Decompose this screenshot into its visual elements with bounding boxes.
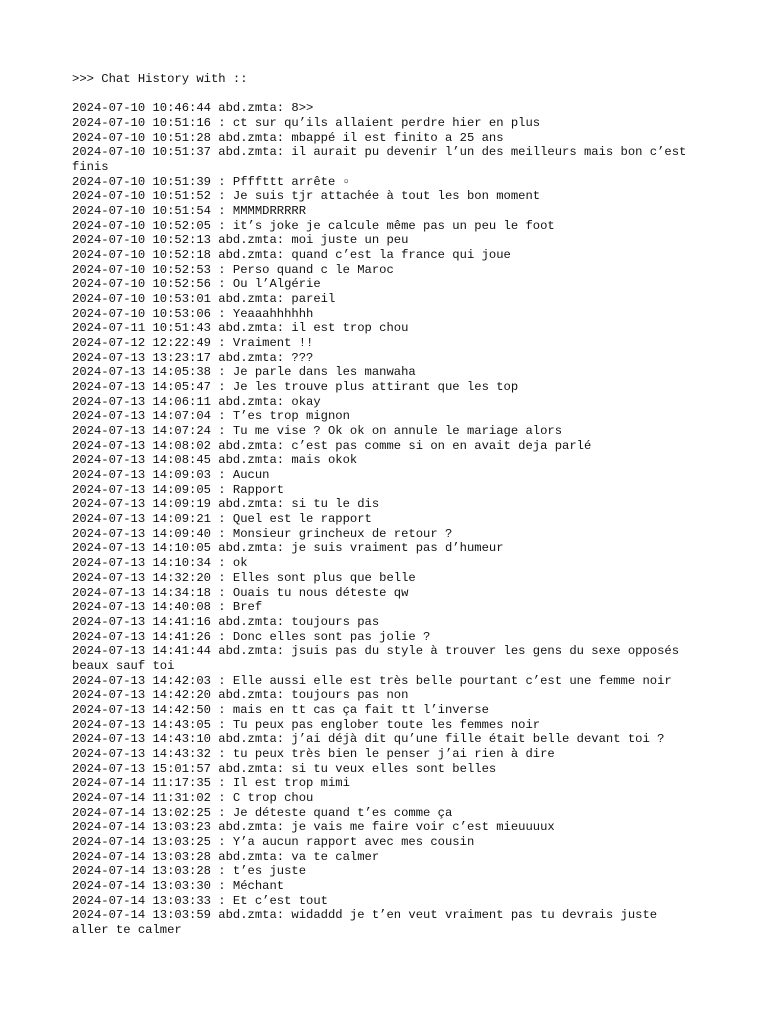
message-line: 2024-07-14 11:31:02 : C trop chou [72, 790, 314, 805]
message-line: 2024-07-13 15:01:57 abd.zmta: si tu veux elles sont belles [72, 761, 497, 776]
message-line: 2024-07-13 14:10:34 : ok [72, 556, 248, 571]
message-line: 2024-07-10 10:52:56 : Ou l’Algérie [72, 277, 321, 292]
message-line: 2024-07-14 13:03:28 abd.zmta: va te calmer [72, 849, 380, 864]
message-line: 2024-07-13 14:43:10 abd.zmta: j’ai déjà dit qu’une fille était belle devant toi ? [72, 732, 665, 747]
message-line: 2024-07-10 10:51:16 : ct sur qu’ils allaient perdre hier en plus [72, 116, 541, 130]
message-line: 2024-07-14 13:03:33 : Et c’est tout [72, 893, 328, 908]
message-line: 2024-07-13 14:41:44 abd.zmta: jsuis pas du style à trouver les gens du sexe opposés beaux sauf toi [72, 644, 687, 673]
message-line: 2024-07-13 14:09:05 : Rapport [72, 482, 285, 497]
chat-history-title: >>> Chat History with :: [72, 72, 248, 86]
message-line: 2024-07-13 14:41:16 abd.zmta: toujours pas [72, 614, 380, 629]
message-line: 2024-07-10 10:52:18 abd.zmta: quand c’est la france qui joue [72, 248, 511, 263]
message-line: 2024-07-13 14:10:05 abd.zmta: je suis vraiment pas d’humeur [72, 541, 504, 556]
message-line: 2024-07-10 10:53:01 abd.zmta: pareil [72, 292, 336, 307]
message-line: 2024-07-13 14:42:50 : mais en tt cas ça fait tt l’inverse [72, 702, 489, 717]
chat-history-document [72, 72, 698, 938]
message-line: 2024-07-10 10:51:39 : Pfffttt arrête ▫ [72, 174, 350, 189]
message-line: 2024-07-13 14:09:03 : Aucun [72, 468, 270, 483]
message-line: 2024-07-13 14:07:04 : T’es trop mignon [72, 409, 350, 424]
message-line: 2024-07-13 14:43:05 : Tu peux pas englober toute les femmes noir [72, 717, 541, 732]
message-line: 2024-07-10 10:53:06 : Yeaaahhhhhh [72, 306, 314, 321]
message-line: 2024-07-10 10:51:52 : Je suis tjr attachée à tout les bon moment [72, 189, 541, 204]
message-line: 2024-07-13 14:08:45 abd.zmta: mais okok [72, 453, 358, 468]
message-line: 2024-07-14 13:03:25 : Y’a aucun rapport avec mes cousin [72, 834, 475, 849]
message-line: 2024-07-10 10:46:44 abd.zmta: 8>> [72, 101, 314, 116]
message-line: 2024-07-13 13:23:17 abd.zmta: ??? [72, 350, 314, 365]
message-line: 2024-07-13 14:41:26 : Donc elles sont pas jolie ? [72, 629, 431, 644]
message-line: 2024-07-14 11:17:35 : Il est trop mimi [72, 776, 350, 791]
message-line: 2024-07-12 12:22:49 : Vraiment !! [72, 336, 314, 351]
message-line: 2024-07-13 14:42:03 : Elle aussi elle est très belle pourtant c’est une femme noir [72, 673, 672, 688]
message-line: 2024-07-10 10:52:13 abd.zmta: moi juste un peu [72, 233, 409, 248]
message-line: 2024-07-13 14:40:08 : Bref [72, 600, 263, 615]
message-line: 2024-07-13 14:32:20 : Elles sont plus que belle [72, 570, 416, 585]
message-line: 2024-07-13 14:09:19 abd.zmta: si tu le dis [72, 497, 380, 512]
message-line: 2024-07-13 14:42:20 abd.zmta: toujours pas non [72, 688, 409, 703]
message-line: 2024-07-13 14:43:32 : tu peux très bien le penser j’ai rien à dire [72, 746, 555, 761]
message-line: 2024-07-10 10:51:37 abd.zmta: il aurait pu devenir l’un des meilleurs mais bon c’est finis [72, 145, 694, 175]
message-line: 2024-07-10 10:52:53 : Perso quand c le Maroc [72, 262, 394, 277]
message-line: 2024-07-13 14:08:02 abd.zmta: c’est pas comme si on en avait deja parlé [72, 438, 592, 453]
message-line: 2024-07-13 14:09:40 : Monsieur grincheux de retour ? [72, 526, 453, 541]
message-line: 2024-07-10 10:51:28 abd.zmta: mbappé il est finito a 25 ans [72, 130, 504, 145]
message-list [72, 101, 698, 937]
message-line: 2024-07-14 13:03:59 abd.zmta: widaddd je t’en veut vraiment pas tu devrais juste aller te calmer [72, 908, 665, 937]
message-line: 2024-07-13 14:05:47 : Je les trouve plus attirant que les top [72, 380, 519, 395]
message-line: 2024-07-10 10:51:54 : MMMMDRRRRR [72, 204, 307, 219]
message-line: 2024-07-14 13:03:30 : Méchant [72, 878, 285, 893]
message-line: 2024-07-13 14:07:24 : Tu me vise ? Ok ok on annule le mariage alors [72, 424, 563, 439]
message-line: 2024-07-13 14:05:38 : Je parle dans les manwaha [72, 365, 416, 380]
message-line: 2024-07-13 14:06:11 abd.zmta: okay [72, 394, 321, 409]
message-line: 2024-07-13 14:34:18 : Ouais tu nous déteste qw [72, 585, 409, 600]
message-line: 2024-07-13 14:09:21 : Quel est le rapport [72, 512, 372, 527]
message-line: 2024-07-11 10:51:43 abd.zmta: il est trop chou [72, 321, 409, 336]
message-line: 2024-07-14 13:03:28 : t’es juste [72, 864, 307, 879]
message-line: 2024-07-14 13:03:23 abd.zmta: je vais me faire voir c’est mieuuuux [72, 820, 555, 835]
message-line: 2024-07-14 13:02:25 : Je déteste quand t’es comme ça [72, 805, 453, 820]
message-line: 2024-07-10 10:52:05 : it’s joke je calcule même pas un peu le foot [72, 218, 555, 233]
